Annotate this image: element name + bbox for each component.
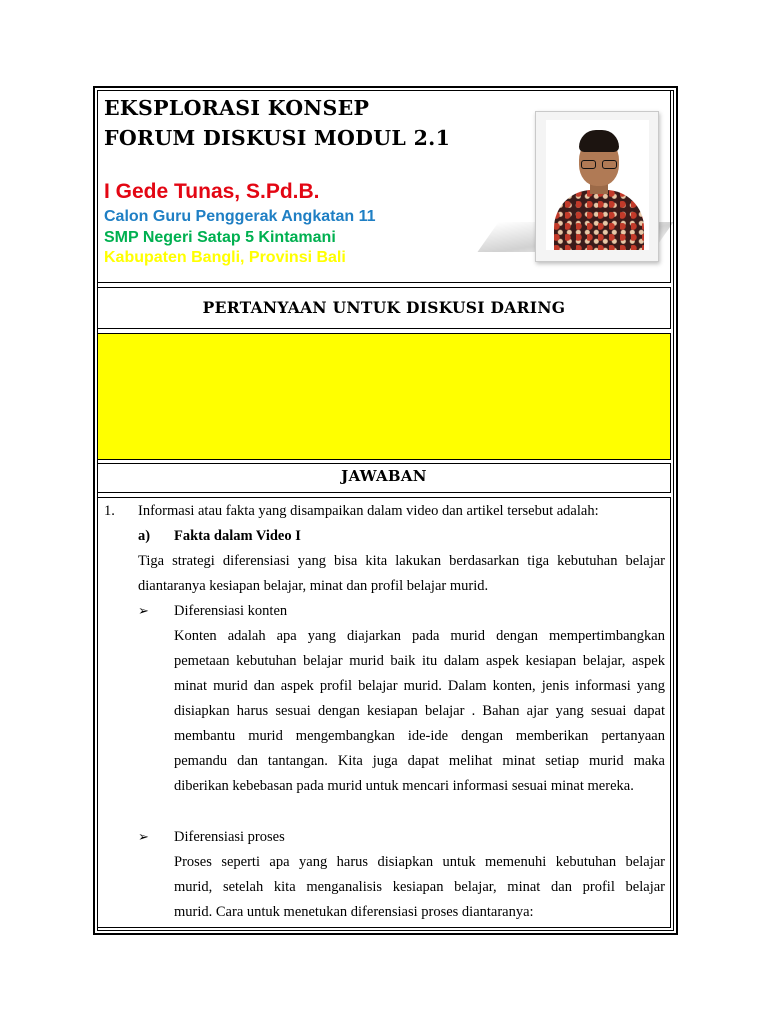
question-heading: PERTANYAAN UNTUK DISKUSI DARING (202, 298, 566, 317)
question-highlight-box (97, 333, 671, 460)
bullet-line: murid. Cara untuk menetukan diferensiasi proses diantaranya: (174, 904, 534, 920)
bullet-line: diberikan kebebasan pada murid untuk mencari informasi sesuai minat mereka. (174, 778, 634, 794)
author-region: Kabupaten Bangli, Provinsi Bali (104, 249, 346, 266)
sub-item-label: a) (138, 528, 151, 544)
photo-shirt (554, 190, 644, 250)
item-intro: Informasi atau fakta yang disampaikan dalam video dan artikel tersebut adalah: (138, 503, 599, 519)
bullet-title: Diferensiasi konten (174, 603, 288, 619)
bullet-line: murid, setelah kita menganalisis kesiapan belajar, minat dan profil belajar (174, 879, 665, 895)
answer-heading: JAWABAN (341, 467, 427, 485)
bullet-line: membantu murid mengembangkan ide-ide dengan memberikan pertanyaan (174, 728, 665, 744)
bullet-line: Konten adalah apa yang diajarkan pada murid dengan mempertimbangkan (174, 628, 665, 644)
paragraph-line: diantaranya kesiapan belajar, minat dan profil belajar murid. (138, 578, 489, 594)
paragraph-line: Tiga strategi diferensiasi yang bisa kita lakukan berdasarkan tiga kebutuhan belajar (138, 553, 665, 569)
arrow-bullet-icon: ➢ (138, 604, 149, 619)
item-number: 1. (104, 503, 115, 519)
author-school: SMP Negeri Satap 5 Kintamani (104, 229, 336, 246)
author-name: I Gede Tunas, S.Pd.B. (104, 180, 320, 203)
bullet-line: minat murid dan aspek profil belajar murid. Dalam konten, jenis informasi yang (174, 678, 665, 694)
bullet-title: Diferensiasi proses (174, 829, 285, 845)
photo-glasses (581, 160, 617, 169)
bullet-line: disiapkan harus sesuai dengan kesiapan belajar . Bahan ajar yang sesuai dapat (174, 703, 665, 719)
author-photo (546, 120, 649, 250)
photo-hair (579, 130, 619, 152)
title-line-1: EKSPLORASI KONSEP (104, 96, 370, 120)
title-line-2: FORUM DISKUSI MODUL 2.1 (104, 126, 451, 150)
bullet-line: pemetaan kebutuhan belajar murid baik itu dalam aspek kesiapan belajar, aspek (174, 653, 665, 669)
bullet-line: Proses seperti apa yang harus disiapkan untuk memenuhi kebutuhan belajar (174, 854, 665, 870)
sub-item-title: Fakta dalam Video I (174, 528, 301, 544)
arrow-bullet-icon: ➢ (138, 830, 149, 845)
author-role: Calon Guru Penggerak Angkatan 11 (104, 208, 376, 225)
bullet-line: pemandu dan tantangan. Kita juga dapat melihat minat setiap murid maka (174, 753, 665, 769)
